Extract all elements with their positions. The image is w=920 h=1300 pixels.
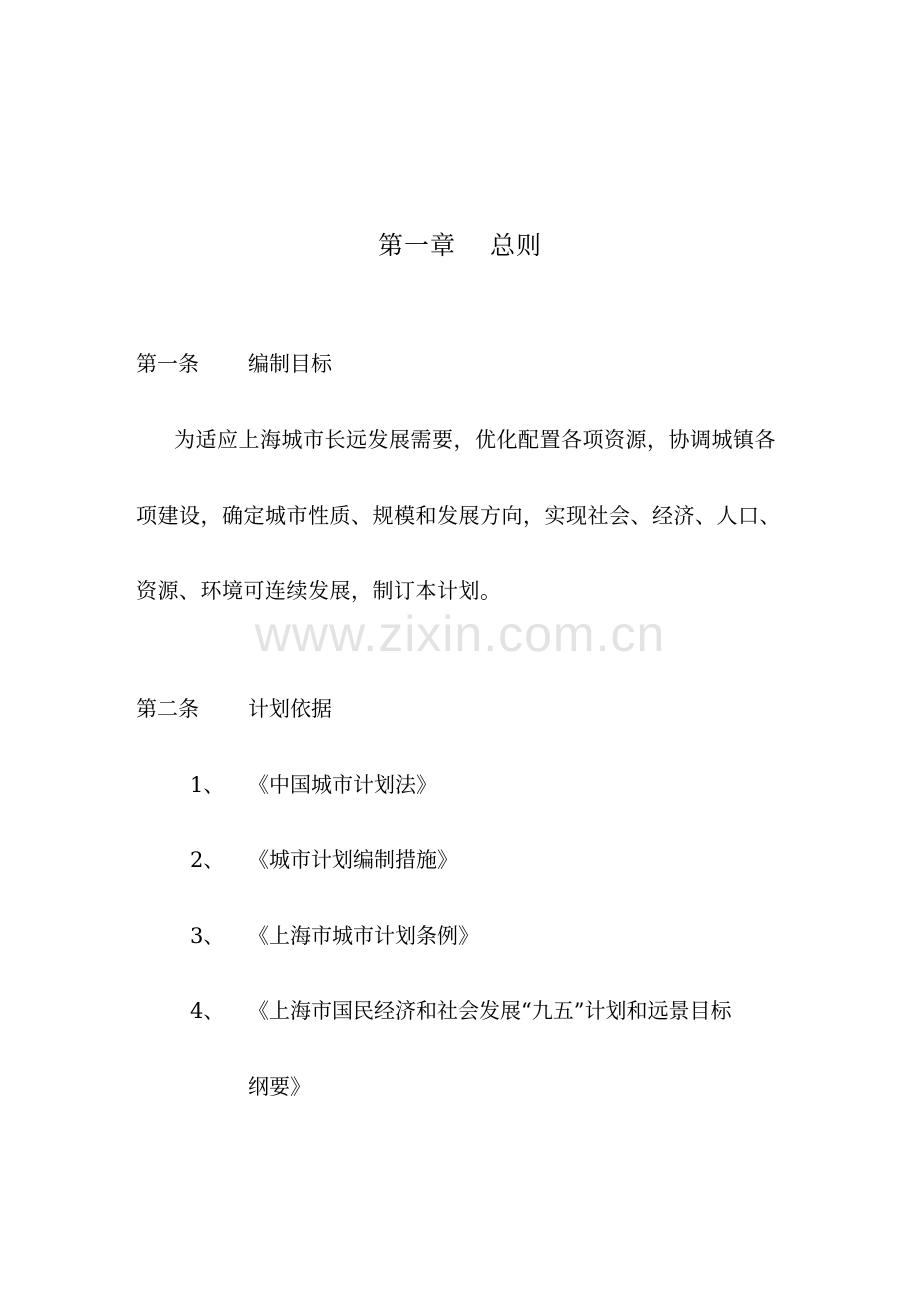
reference-item-4-text: 《上海市国民经济和社会发展“九五”计划和远景目标 (248, 999, 732, 1023)
article-1-paragraph-line-2: 项建设，确定城市性质、规模和发展方向，实现社会、经济、人口、 (136, 504, 781, 528)
reference-item-4-continuation: 纲要》 (248, 1075, 311, 1099)
reference-item-1-index: 1、 (190, 773, 225, 797)
reference-item-3-text: 《上海市城市计划条例》 (248, 924, 479, 948)
article-1-title: 编制目标 (248, 352, 332, 376)
reference-item-2-text: 《城市计划编制措施》 (248, 848, 458, 872)
reference-item-1-text: 《中国城市计划法》 (248, 773, 437, 797)
reference-item-3 (190, 921, 479, 951)
reference-item-2-index: 2、 (190, 848, 225, 872)
chapter-number: 第一章 (377, 231, 456, 260)
reference-item-4-index: 4、 (190, 999, 225, 1023)
article-2-heading (136, 694, 332, 724)
article-1-paragraph-line-1: 为适应上海城市长远发展需要，优化配置各项资源，协调城镇各 (174, 428, 776, 452)
article-1-number: 第一条 (136, 352, 199, 376)
chapter-name: 总则 (490, 231, 543, 260)
article-2-title: 计划依据 (248, 697, 332, 721)
watermark: www.zixin.com.cn (254, 606, 666, 662)
reference-item-3-index: 3、 (190, 924, 225, 948)
chapter-title (0, 226, 920, 266)
reference-item-4 (190, 996, 731, 1026)
article-2-number: 第二条 (136, 697, 199, 721)
reference-item-1 (190, 770, 437, 800)
reference-item-2 (190, 845, 458, 875)
article-1-paragraph-line-3: 资源、环境可连续发展，制订本计划。 (136, 579, 502, 603)
article-1-heading (136, 349, 332, 379)
